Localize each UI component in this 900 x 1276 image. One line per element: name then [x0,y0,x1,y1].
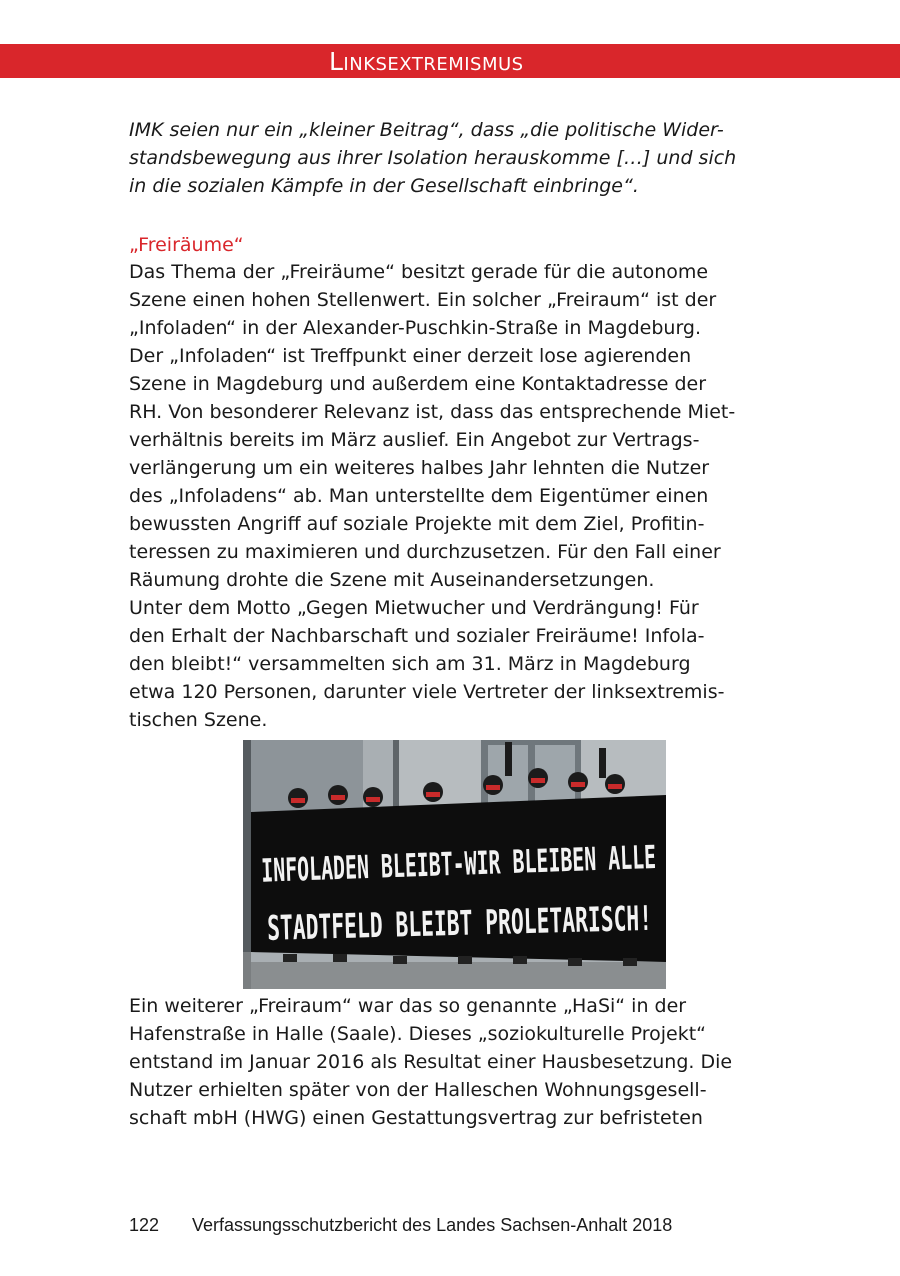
section-heading: „Freiräume“ [129,234,244,256]
banner-text-line-1: INFOLADEN BLEIBT-WIR BLEIBEN ALLE [260,829,898,890]
body-line: tischen Szene. [129,709,268,731]
body-line: etwa 120 Personen, darunter viele Vertreter der linksextremis- [129,681,725,703]
body-line: verlängerung um ein weiteres halbes Jahr lehnten die Nutzer [129,457,710,479]
page-footer [129,1215,672,1236]
protest-photo-graphic [243,740,898,989]
protest-photo [243,740,898,989]
body-line: „Infoladen“ in der Alexander-Puschkin-Straße in Magdeburg. [129,317,702,339]
publication-title: Verfassungsschutzbericht des Landes Sachsen-Anhalt 2018 [192,1215,673,1235]
body-line: RH. Von besonderer Relevanz ist, dass das entsprechende Miet- [129,401,736,423]
body-line: Szene in Magdeburg und außerdem eine Kontaktadresse der [129,373,707,395]
body-line: des „Infoladens“ ab. Man unterstellte dem Eigentümer einen [129,485,709,507]
second-paragraph [129,992,789,1132]
body-line: Der „Infoladen“ ist Treffpunkt einer derzeit lose agierenden [129,345,692,367]
body-line: Hafenstraße in Halle (Saale). Dieses „soziokulturelle Projekt“ [129,1023,707,1045]
intro-line: in die sozialen Kämpfe in der Gesellschaft einbringe“. [129,175,639,197]
body-line: verhältnis bereits im März auslief. Ein Angebot zur Vertrags- [129,429,700,451]
banner-text-line-2: STADTFELD BLEIBT PROLETARISCH! [266,892,882,949]
body-line: Räumung drohte die Szene mit Auseinandersetzungen. [129,569,655,591]
body-line: bewussten Angriff auf soziale Projekte mit dem Ziel, Profitin- [129,513,705,535]
section-body-paragraph [129,258,789,734]
body-line: den bleibt!“ versammelten sich am 31. März in Magdeburg [129,653,691,675]
body-line: Nutzer erhielten später von der Halleschen Wohnungsgesell- [129,1079,707,1101]
body-line: Das Thema der „Freiräume“ besitzt gerade für die autonome [129,261,709,283]
body-line: entstand im Januar 2016 als Resultat einer Hausbesetzung. Die [129,1051,733,1073]
intro-line: IMK seien nur ein „kleiner Beitrag“, dass „die politische Wider- [129,119,724,141]
intro-paragraph [129,116,789,200]
chapter-title: Linksextremismus [329,47,524,76]
page-number: 122 [129,1215,160,1235]
intro-line: standsbewegung aus ihrer Isolation herauskomme […] und sich [129,147,737,169]
body-line: den Erhalt der Nachbarschaft und sozialer Freiräume! Infola- [129,625,705,647]
body-line: Szene einen hohen Stellenwert. Ein solcher „Freiraum“ ist der [129,289,717,311]
body-line: schaft mbH (HWG) einen Gestattungsvertrag zur befristeten [129,1107,703,1129]
body-line: Unter dem Motto „Gegen Mietwucher und Verdrängung! Für [129,597,699,619]
body-line: teressen zu maximieren und durchzusetzen. Für den Fall einer [129,541,721,563]
body-line: Ein weiterer „Freiraum“ war das so genannte „HaSi“ in der [129,995,687,1017]
